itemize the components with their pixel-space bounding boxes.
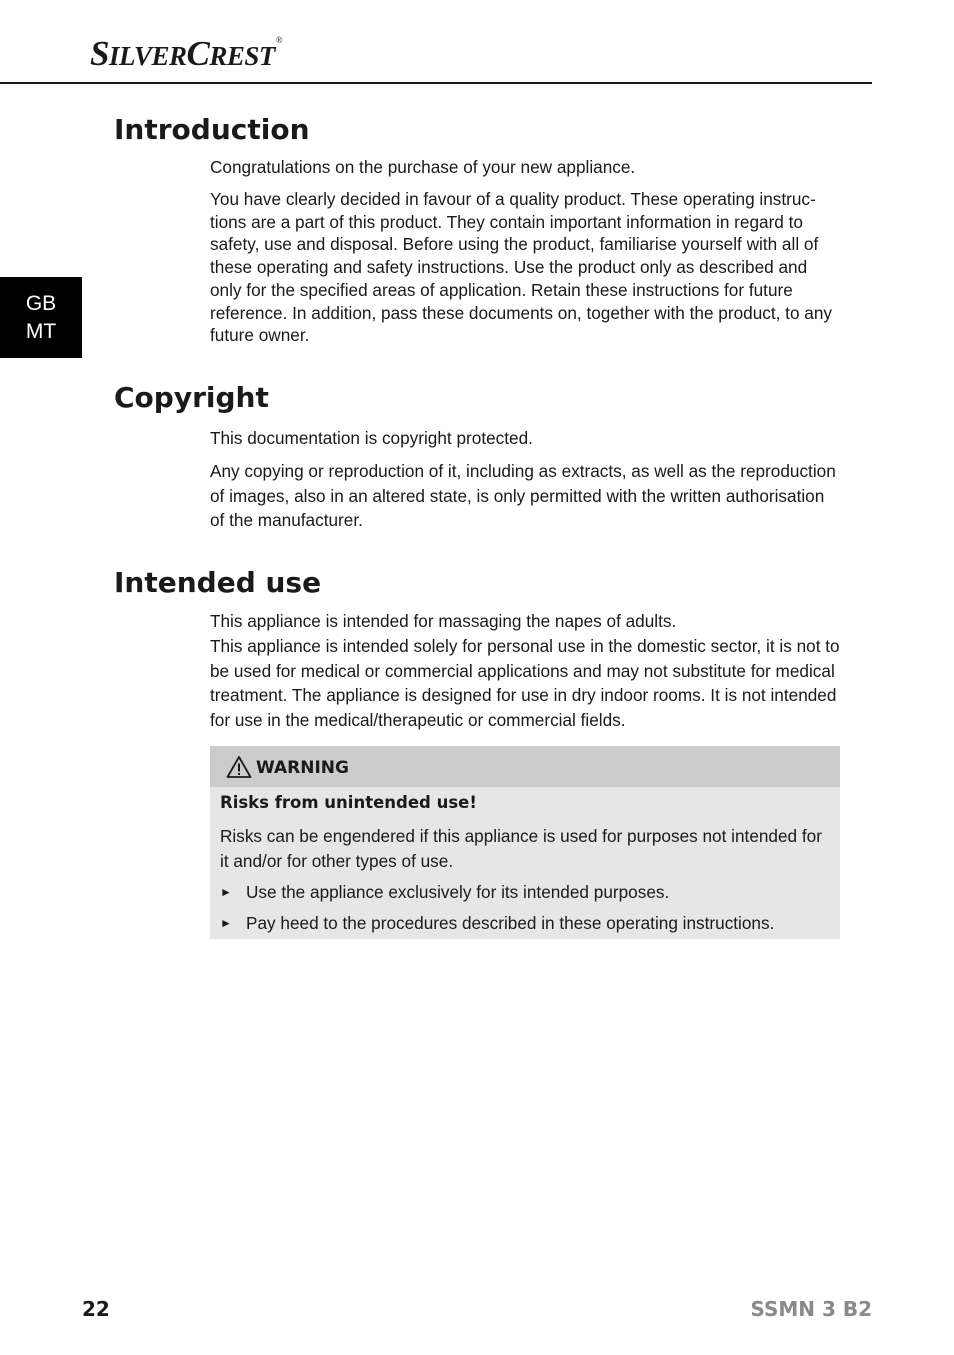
bullet-arrow-icon: ► [220,916,232,930]
introduction-heading: Introduction [114,113,310,146]
language-code-gb: GB [25,292,57,315]
language-tab [0,277,82,358]
introduction-paragraph-1: Congratulations on the purchase of your new appliance. [210,157,636,177]
brand-logo: SILVERCREST® [90,34,283,73]
warning-box [210,746,840,939]
warning-label: WARNING [256,758,349,778]
copyright-paragraph-1: This documentation is copyright protected. [210,428,533,448]
warning-subtitle: Risks from unintended use! [220,793,477,812]
model-number: SSMN 3 B2 [750,1297,872,1321]
intended-use-heading: Intended use [114,566,322,599]
warning-triangle-icon [226,755,252,779]
warning-bullet-text: Use the appliance exclusively for its intended purposes. [246,882,670,902]
copyright-heading: Copyright [114,381,269,414]
warning-text: Risks can be engendered if this appliance is used for purposes not intended for it and/or for other types of use. [220,826,822,871]
bullet-arrow-icon: ► [220,885,232,899]
intended-use-paragraph-2: This appliance is intended solely for personal use in the domestic sector, it is not to be used for medical or commercial applications and may not substitute for medical treatment. The appliance is designed for use in dry indoor rooms. It is not intended for use in the medical/therapeutic or commercial fields. [210,636,840,731]
page-number: 22 [82,1297,110,1321]
language-code-mt: MT [25,320,57,343]
intended-use-paragraph-1: This appliance is intended for massaging the napes of adults. [210,611,677,631]
header-rule [0,82,872,84]
copyright-paragraph-2: Any copying or reproduction of it, including as extracts, as well as the reproduction of images, also in an altered state, is only permitted with the written authorisation of the manufacturer. [210,461,836,531]
introduction-paragraph-2: You have clearly decided in favour of a quality product. These operating instruc-tions are a part of this product. They contain important information in regard to safety, use and disposal. Before using the product, familiarise yourself with all of these operating and safety instructions. Use the product only as described and only for the specified areas of application. Retain these instructions for future reference. In addition, pass these documents on, together with the product, to any future owner. [210,189,832,346]
warning-header [210,746,840,787]
warning-bullet-text: Pay heed to the procedures described in these operating instructions. [246,913,775,933]
